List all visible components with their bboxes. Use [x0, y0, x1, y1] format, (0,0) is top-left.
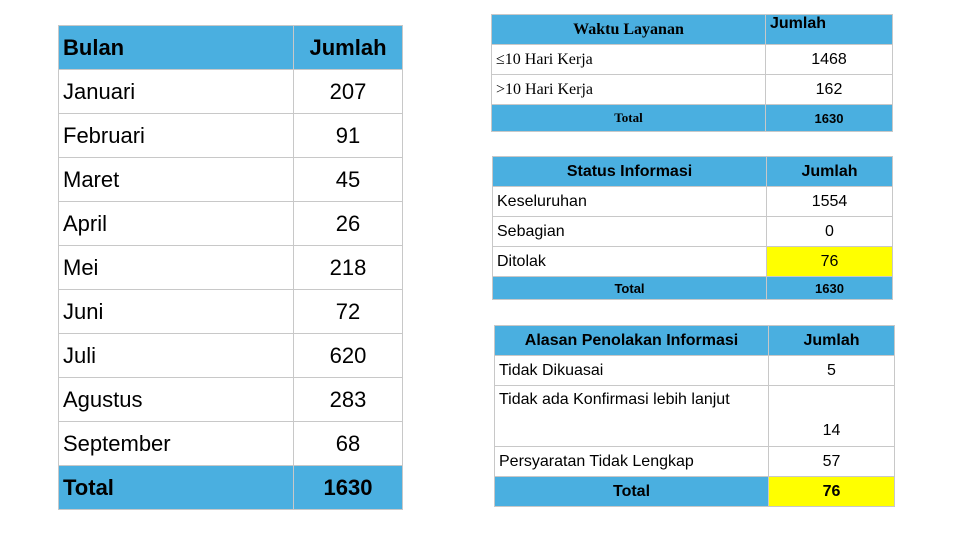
- table-header-row: [493, 157, 893, 187]
- month-value: 26: [294, 202, 403, 246]
- month-label: Juni: [59, 290, 294, 334]
- month-label: Juli: [59, 334, 294, 378]
- total-row: [492, 105, 893, 132]
- month-label: April: [59, 202, 294, 246]
- status-label: Sebagian: [493, 217, 767, 247]
- table-header-row: [492, 15, 893, 45]
- total-row: [495, 477, 895, 507]
- reason-label: Tidak Dikuasai: [495, 356, 769, 386]
- table-row: [495, 386, 895, 447]
- time-label: ≤10 Hari Kerja: [492, 45, 766, 75]
- month-value: 218: [294, 246, 403, 290]
- time-value: 1468: [766, 45, 893, 75]
- table-row: [59, 246, 403, 290]
- table-header-row: [59, 26, 403, 70]
- header-bulan: Bulan: [59, 26, 294, 70]
- reason-value: 5: [769, 356, 895, 386]
- total-value-highlighted: 76: [769, 477, 895, 507]
- total-value: 1630: [766, 105, 893, 132]
- total-value: 1630: [767, 277, 893, 300]
- table-row: [59, 114, 403, 158]
- table-row: [59, 70, 403, 114]
- month-value: 72: [294, 290, 403, 334]
- table-row: [493, 217, 893, 247]
- time-value: 162: [766, 75, 893, 105]
- month-label: Januari: [59, 70, 294, 114]
- time-label: >10 Hari Kerja: [492, 75, 766, 105]
- total-label: Total: [493, 277, 767, 300]
- month-value: 207: [294, 70, 403, 114]
- month-value: 620: [294, 334, 403, 378]
- table-row: [492, 45, 893, 75]
- reason-label: Persyaratan Tidak Lengkap: [495, 447, 769, 477]
- total-label: Total: [492, 105, 766, 132]
- header-jumlah: Jumlah: [766, 15, 893, 45]
- table-row: [59, 158, 403, 202]
- month-value: 68: [294, 422, 403, 466]
- table-row: [495, 447, 895, 477]
- reason-value: 14: [769, 386, 895, 447]
- service-time-table: [491, 14, 893, 132]
- total-row: [493, 277, 893, 300]
- reason-value: 57: [769, 447, 895, 477]
- table-header-row: [495, 326, 895, 356]
- table-row: [59, 290, 403, 334]
- table-row: [492, 75, 893, 105]
- month-label: September: [59, 422, 294, 466]
- table-row: [493, 247, 893, 277]
- total-value: 1630: [294, 466, 403, 510]
- month-value: 45: [294, 158, 403, 202]
- month-label: Mei: [59, 246, 294, 290]
- header-jumlah: Jumlah: [767, 157, 893, 187]
- month-value: 283: [294, 378, 403, 422]
- month-table: [58, 25, 403, 510]
- status-value: 0: [767, 217, 893, 247]
- table-row: [59, 422, 403, 466]
- status-value-highlighted: 76: [767, 247, 893, 277]
- header-status-informasi: Status Informasi: [493, 157, 767, 187]
- total-row: [59, 466, 403, 510]
- table-row: [59, 378, 403, 422]
- month-label: Agustus: [59, 378, 294, 422]
- table-row: [59, 202, 403, 246]
- rejection-reason-table: [494, 325, 895, 507]
- total-label: Total: [59, 466, 294, 510]
- status-label: Keseluruhan: [493, 187, 767, 217]
- status-value: 1554: [767, 187, 893, 217]
- status-table: [492, 156, 893, 300]
- header-alasan-penolakan: Alasan Penolakan Informasi: [495, 326, 769, 356]
- table-row: [59, 334, 403, 378]
- month-label: Maret: [59, 158, 294, 202]
- status-label: Ditolak: [493, 247, 767, 277]
- reason-label: Tidak ada Konfirmasi lebih lanjut: [495, 386, 769, 447]
- month-value: 91: [294, 114, 403, 158]
- total-label: Total: [495, 477, 769, 507]
- table-row: [493, 187, 893, 217]
- table-row: [495, 356, 895, 386]
- header-waktu-layanan: Waktu Layanan: [492, 15, 766, 45]
- month-label: Februari: [59, 114, 294, 158]
- header-jumlah: Jumlah: [769, 326, 895, 356]
- header-jumlah: Jumlah: [294, 26, 403, 70]
